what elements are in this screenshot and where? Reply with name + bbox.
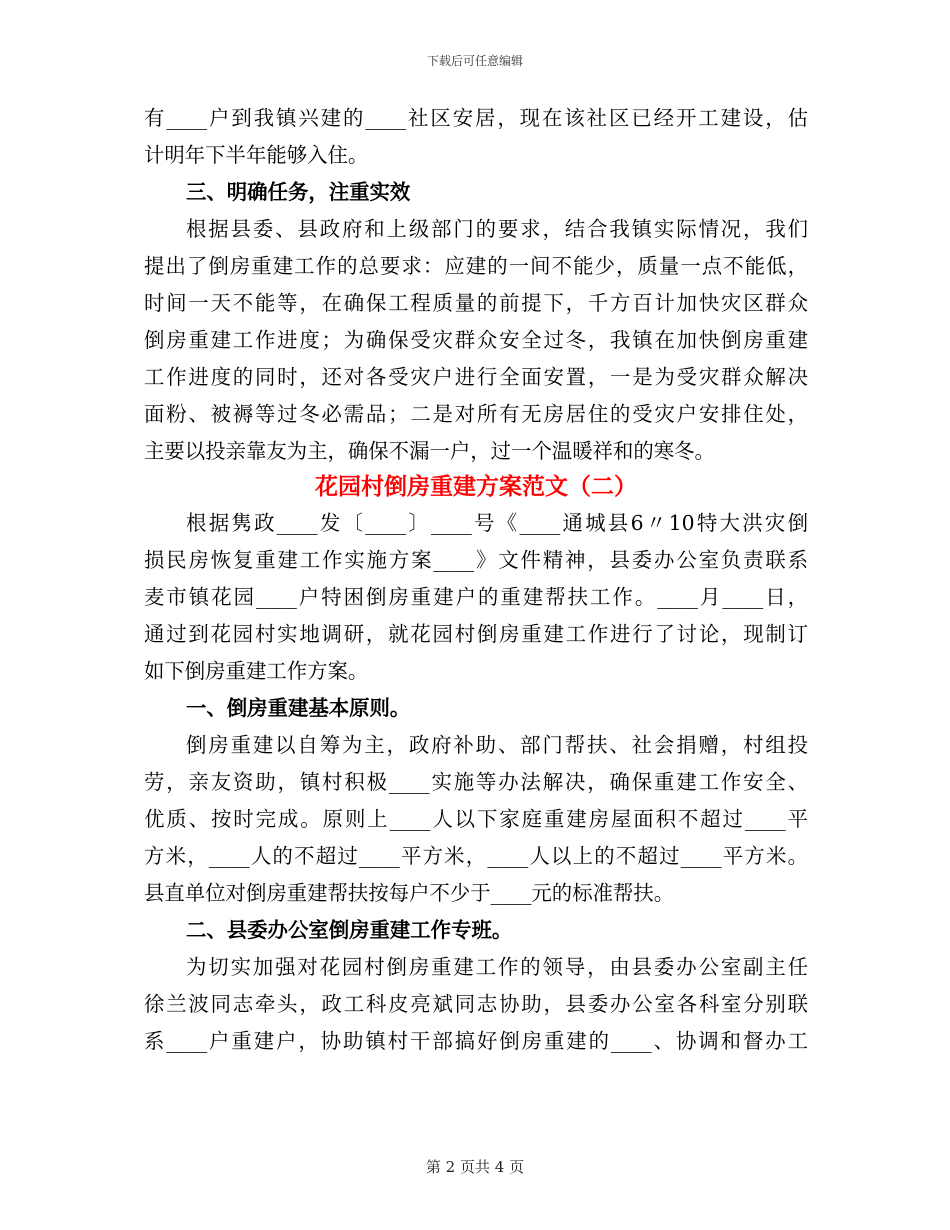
paragraph-line: 优质、按时完成。原则上____人以下家庭重建房屋面积不超过____平 xyxy=(144,807,808,831)
paragraph-line: 工作进度的同时，还对各受灾户进行全面安置，一是为受灾群众解决 xyxy=(144,365,808,389)
section-heading: 三、明确任务，注重实效 xyxy=(186,180,411,204)
document-body xyxy=(144,106,808,1066)
paragraph-line: 有____户到我镇兴建的____社区安居，现在该社区已经开工建设，估 xyxy=(144,106,808,130)
paragraph-line: 方米，____人的不超过____平方米，____人以上的不超过____平方米。 xyxy=(144,844,808,868)
paragraph-line: 提出了倒房重建工作的总要求：应建的一间不能少，质量一点不能低， xyxy=(144,254,808,278)
paragraph-line: 时间一天不能等，在确保工程质量的前提下，千方百计加快灾区群众 xyxy=(144,291,808,315)
paragraph-line: 如下倒房重建工作方案。 xyxy=(144,659,369,683)
page-footer: 第 2 页共 4 页 xyxy=(425,1158,525,1176)
paragraph-line: 根据县委、县政府和上级部门的要求，结合我镇实际情况，我们 xyxy=(186,217,808,241)
document-title: 花园村倒房重建方案范文（二） xyxy=(315,473,637,500)
section-heading: 二、县委办公室倒房重建工作专班。 xyxy=(186,918,513,942)
paragraph-line: 计明年下半年能够入住。 xyxy=(144,143,369,167)
paragraph-line: 倒房重建以自筹为主，政府补助、部门帮扶、社会捐赠，村组投 xyxy=(186,733,808,757)
paragraph-line: 为切实加强对花园村倒房重建工作的领导，由县委办公室副主任 xyxy=(186,955,808,979)
paragraph-line: 县直单位对倒房重建帮扶按每户不少于____元的标准帮扶。 xyxy=(144,881,675,905)
paragraph-line: 徐兰波同志牵头，政工科皮亮斌同志协助，县委办公室各科室分别联 xyxy=(144,992,808,1016)
paragraph-line: 劳，亲友资助，镇村积极____实施等办法解决，确保重建工作安全、 xyxy=(144,770,808,794)
paragraph-line: 损民房恢复重建工作实施方案____》文件精神，县委办公室负责联系 xyxy=(144,548,808,572)
paragraph-line: 主要以投亲靠友为主，确保不漏一户，过一个温暖祥和的寒冬。 xyxy=(144,439,715,463)
paragraph-line: 根据隽政____发〔____〕____号《____通城县6〃10特大洪灾倒 xyxy=(186,511,808,535)
paragraph-line: 通过到花园村实地调研，就花园村倒房重建工作进行了讨论，现制订 xyxy=(144,622,808,646)
paragraph-line: 麦市镇花园____户特困倒房重建户的重建帮扶工作。____月____日， xyxy=(144,585,808,609)
section-heading: 一、倒房重建基本原则。 xyxy=(186,696,411,720)
paragraph-line: 面粉、被褥等过冬必需品；二是对所有无房居住的受灾户安排住处， xyxy=(144,402,808,426)
paragraph-line: 系____户重建户，协助镇村干部搞好倒房重建的____、协调和督办工 xyxy=(144,1029,808,1053)
paragraph-line: 倒房重建工作进度；为确保受灾群众安全过冬，我镇在加快倒房重建 xyxy=(144,328,808,352)
page-header: 下载后可任意编辑 xyxy=(426,54,523,68)
